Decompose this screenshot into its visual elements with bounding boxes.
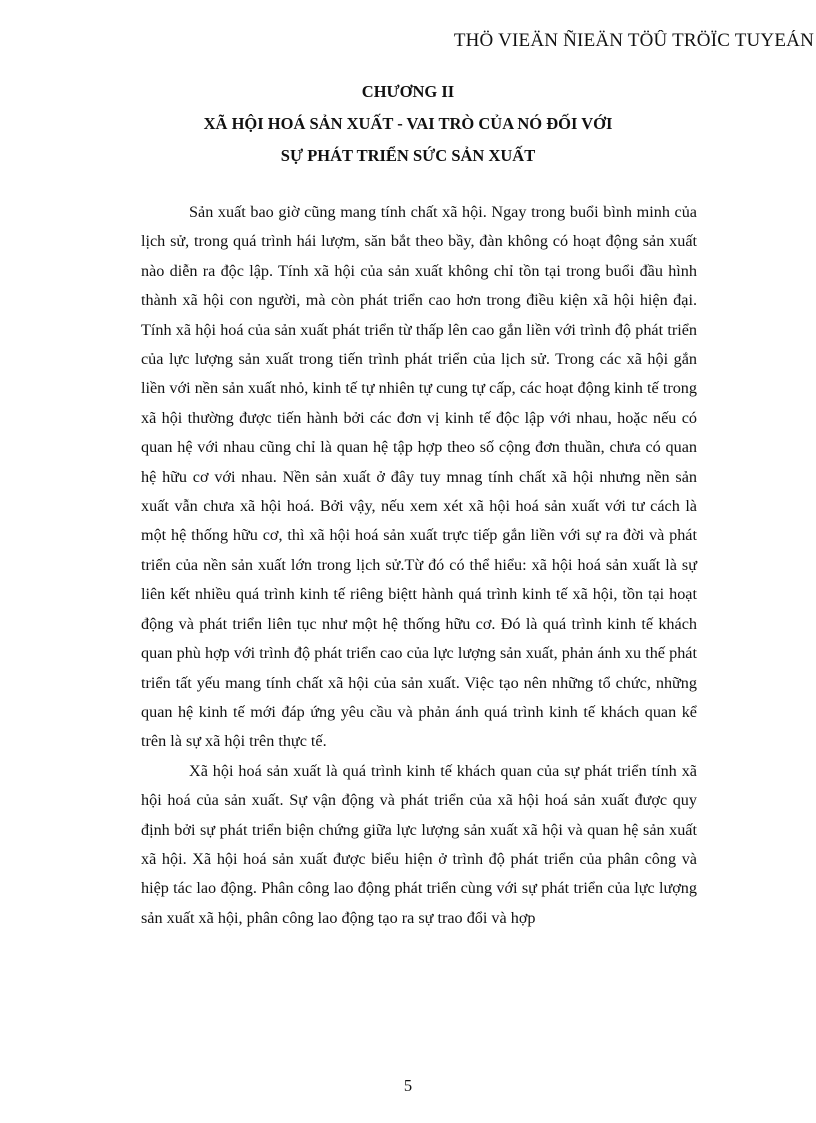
page-header	[0, 30, 816, 52]
site-title: THÖ VIEÄN ÑIEÄN TÖÛ TRÖÏC TUYEÁN	[453, 30, 814, 51]
paragraph-1: Sản xuất bao giờ cũng mang tính chất xã hội. Ngay trong buổi bình minh của lịch sử, trong quá trình hái lượm, săn bắt theo bầy, đàn không có hoạt động sản xuất nào diễn ra độc lập. Tính xã hội của sản xuất không chỉ tồn tại trong buổi đầu hình thành xã hội con người, mà còn phát triển cao hơn trong điều kiện xã hội hiện đại. Tính xã hội hoá của sản xuất phát triển từ thấp lên cao gắn liền với trình độ phát triển của lực lượng sản xuất trong tiến trình phát triển của lịch sử. Trong các xã hội gắn liền với nền sản xuất nhỏ, kinh tế tự nhiên tự cung tự cấp, các hoạt động kinh tế trong xã hội thường được tiến hành bởi các đơn vị kinh tế độc lập với nhau, hoặc nếu có quan hệ với nhau cũng chỉ là quan hệ tập hợp theo số cộng đơn thuần, chưa có quan hệ hữu cơ với nhau. Nền sản xuất ở đây tuy mnag tính chất xã hội nhưng nền sản xuất vẫn chưa xã hội hoá. Bởi vậy, nếu xem xét xã hội hoá sản xuất với tư cách là một hệ thống hữu cơ, thì xã hội hoá sản xuất trực tiếp gắn liền với sự ra đời và phát triển của nền sản xuất lớn trong lịch sử.Từ đó có thể hiểu: xã hội hoá sản xuất là sự liên kết nhiều quá trình kinh tế riêng biệtt hành quá trình kinh tế xã hội, tồn tại hoạt động và phát triển liên tục như một hệ thống hữu cơ. Đó là quá trình kinh tế khách quan phù hợp với trình độ phát triển cao của lực lượng sản xuất, phản ánh xu thế phát triển tất yếu mang tính chất xã hội của sản xuất. Việc tạo nên những tổ chức, những quan hệ kinh tế mới đáp ứng yêu cầu và phản ánh quá trình kinh tế khách quan kể trên là sự xã hội trên thực tế.	[141, 203, 697, 751]
chapter-number: CHƯƠNG II	[361, 82, 455, 101]
chapter-title-line-1: XÃ HỘI HOÁ SẢN XUẤT - VAI TRÒ CỦA NÓ ĐỐI VỚI	[203, 114, 613, 133]
chapter-title-block	[0, 76, 816, 172]
page-number: 5	[403, 1076, 413, 1095]
body-text	[141, 198, 697, 933]
chapter-title-line-2: SỰ PHÁT TRIỂN SỨC SẢN XUẤT	[280, 146, 536, 165]
paragraph-2: Xã hội hoá sản xuất là quá trình kinh tế khách quan của sự phát triển tính xã hội hoá của sản xuất. Sự vận động và phát triển của xã hội hoá sản xuất được quy định bởi sự phát triển biện chứng giữa lực lượng sản xuất xã hội và quan hệ sản xuất xã hội. Xã hội hoá sản xuất được biểu hiện ở trình độ phát triển của phân công và hiệp tác lao động. Phân công lao động phát triển cùng với sự phát triển của lực lượng sản xuất xã hội, phân công lao động tạo ra sự trao đổi và hợp	[141, 761, 697, 927]
